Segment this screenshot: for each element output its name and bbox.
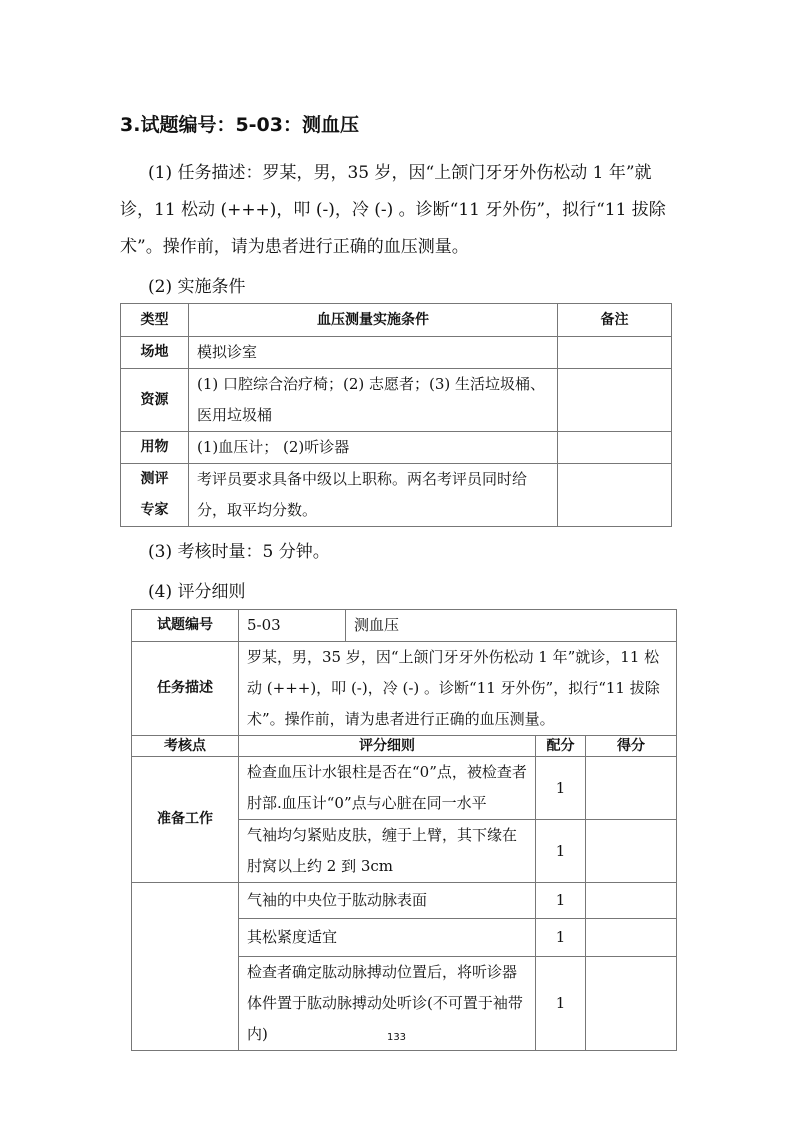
score-cell[interactable] — [586, 757, 677, 820]
row-note — [558, 337, 672, 369]
table-row — [121, 432, 672, 464]
rule-text: 检查者确定肱动脉搏动位置后，将听诊器体件置于肱动脉搏动处听诊(不可置于袖带内) — [239, 957, 536, 1051]
points-value: 1 — [536, 883, 586, 919]
scoring-table — [131, 609, 677, 1051]
row-type: 资源 — [121, 369, 189, 432]
desc-label: 任务描述 — [132, 642, 239, 736]
table-row — [132, 610, 677, 642]
table-header-row — [121, 304, 672, 337]
table-header-row — [132, 736, 677, 757]
score-cell[interactable] — [586, 919, 677, 957]
desc-value: 罗某，男，35 岁，因“上颌门牙牙外伤松动 1 年”就诊，11 松动 (+++)，叩 (-)，冷 (-) 。诊断“11 牙外伤”，拟行“11 拔除术”。操作前，请为患者进行正确的血压测量。 — [239, 642, 677, 736]
page-number: 133 — [386, 1032, 407, 1043]
row-type: 用物 — [121, 432, 189, 464]
row-content: (1) 口腔综合治疗椅；(2) 志愿者；(3) 生活垃圾桶、医用垃圾桶 — [189, 369, 558, 432]
score-cell[interactable] — [586, 820, 677, 883]
header-notes: 备注 — [558, 304, 672, 337]
table-row — [121, 464, 672, 527]
task-description: (1) 任务描述：罗某，男，35 岁，因“上颌门牙牙外伤松动 1 年”就诊，11 松动 (+++)，叩 (-)，冷 (-) 。诊断“11 牙外伤”，拟行“11 拔除术”。操作前，请为患者进行正确的血压测量。 — [120, 163, 666, 257]
section-scoring-heading: (4) 评分细则 — [148, 582, 246, 602]
header-points: 配分 — [536, 736, 586, 757]
row-type: 测评专家 — [121, 464, 189, 527]
table-row — [132, 883, 677, 919]
row-content: 考评员要求具备中级以上职称。两名考评员同时给分，取平均分数。 — [189, 464, 558, 527]
points-value: 1 — [536, 957, 586, 1051]
row-note — [558, 369, 672, 432]
points-value: 1 — [536, 757, 586, 820]
header-checkpoint: 考核点 — [132, 736, 239, 757]
task-name: 测血压 — [346, 610, 677, 642]
header-conditions: 血压测量实施条件 — [189, 304, 558, 337]
rule-text: 气袖的中央位于肱动脉表面 — [239, 883, 536, 919]
header-score: 得分 — [586, 736, 677, 757]
table-row — [132, 642, 677, 736]
row-content: 模拟诊室 — [189, 337, 558, 369]
row-note — [558, 464, 672, 527]
section-time-limit: (3) 考核时量：5 分钟。 — [148, 542, 330, 562]
score-cell[interactable] — [586, 883, 677, 919]
header-type: 类型 — [121, 304, 189, 337]
conditions-table — [120, 303, 672, 527]
rule-text: 检查血压计水银柱是否在“0”点，被检查者肘部.血压计“0”点与心脏在同一水平 — [239, 757, 536, 820]
id-value: 5-03 — [239, 610, 346, 642]
row-note — [558, 432, 672, 464]
section-conditions-heading: (2) 实施条件 — [148, 277, 246, 297]
row-content: (1)血压计； (2)听诊器 — [189, 432, 558, 464]
header-rules: 评分细则 — [239, 736, 536, 757]
table-row — [121, 369, 672, 432]
checkpoint-group-empty — [132, 883, 239, 1051]
row-type: 场地 — [121, 337, 189, 369]
rule-text: 其松紧度适宜 — [239, 919, 536, 957]
section-title: 3.试题编号：5-03：测血压 — [120, 114, 359, 136]
checkpoint-group: 准备工作 — [132, 757, 239, 883]
points-value: 1 — [536, 820, 586, 883]
id-label: 试题编号 — [132, 610, 239, 642]
table-row — [121, 337, 672, 369]
points-value: 1 — [536, 919, 586, 957]
table-row — [132, 757, 677, 820]
rule-text: 气袖均匀紧贴皮肤，缠于上臂，其下缘在肘窝以上约 2 到 3cm — [239, 820, 536, 883]
